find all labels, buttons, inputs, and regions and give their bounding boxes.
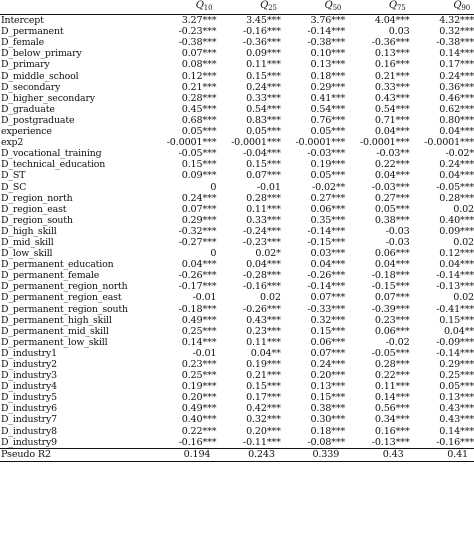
row-label: D_region_south [1, 214, 73, 226]
table-row [0, 370, 474, 381]
coefficient-cell: 0.04*** [374, 259, 410, 271]
coefficient-cell: -0.14*** [436, 270, 474, 282]
coefficient-cell: 0.19*** [246, 359, 281, 370]
coefficient-cell: 0.46*** [439, 92, 474, 104]
coefficient-cell: 0.19*** [310, 159, 346, 171]
coefficient-cell: -0.32*** [178, 225, 217, 237]
coefficient-cell: 0.06*** [374, 325, 410, 337]
coefficient-cell: -0.27*** [178, 236, 217, 248]
coefficient-cell: 0.05*** [374, 203, 410, 215]
coefficient-cell: -0.36*** [242, 37, 281, 49]
table-row [0, 170, 474, 181]
coefficient-cell: 0.36*** [439, 81, 474, 93]
coefficient-cell: -0.03*** [371, 181, 410, 193]
coefficient-cell: 0.40*** [439, 214, 474, 226]
coefficient-cell: 0.32*** [246, 414, 281, 426]
coefficient-cell: 0.05*** [181, 126, 217, 138]
row-label: D_SC [1, 181, 27, 193]
coefficient-cell: 0.27*** [374, 192, 410, 204]
coefficient-cell: 0.24*** [439, 159, 474, 171]
coefficient-cell: 0.15*** [310, 325, 346, 337]
table-row [0, 48, 474, 59]
coefficient-cell: 0.45*** [181, 103, 217, 115]
coefficient-cell: 0.07*** [246, 170, 281, 182]
coefficient-cell: 0.68*** [181, 114, 217, 126]
row-label: D_middle_school [1, 70, 79, 82]
coefficient-cell: -0.01 [192, 292, 217, 304]
coefficient-cell: 0.22*** [374, 370, 410, 382]
coefficient-cell: -0.02** [312, 181, 346, 193]
coefficient-cell: 0.33*** [374, 81, 410, 93]
coefficient-cell: -0.18*** [178, 303, 217, 315]
coefficient-cell: -0.16*** [436, 436, 474, 448]
pseudo-r2-value: 0.339 [312, 449, 340, 461]
coefficient-cell: 0.24*** [181, 192, 217, 204]
table-row [0, 381, 474, 392]
table-row [0, 259, 474, 270]
coefficient-cell: 0.38*** [310, 403, 346, 415]
row-label: D_permanent_region_east [1, 292, 122, 304]
coefficient-cell: 0.07*** [181, 203, 217, 215]
row-label: D_vocational_training [1, 148, 102, 160]
coefficient-cell: -0.0001*** [359, 137, 410, 149]
row-label: D_ST [1, 170, 26, 182]
coefficient-cell: 0.30*** [310, 414, 346, 426]
coefficient-cell: -0.03** [376, 148, 410, 160]
table-row [0, 348, 474, 359]
coefficient-cell: 0.34*** [374, 414, 410, 426]
coefficient-cell: 0.13*** [374, 48, 410, 60]
coefficient-cell: 0.21*** [181, 81, 217, 93]
row-label: D_permanent_education [1, 259, 114, 271]
coefficient-cell: -0.03*** [307, 148, 346, 160]
coefficient-cell: -0.03 [385, 236, 410, 248]
table-body [0, 15, 474, 449]
coefficient-cell: 0.02 [453, 292, 474, 304]
row-label: D_industry7 [1, 414, 57, 426]
coefficient-cell: 0.05*** [310, 126, 346, 138]
coefficient-cell: 0.03 [388, 26, 410, 38]
coefficient-cell: 0.10*** [310, 48, 346, 60]
coefficient-cell: 0.04*** [181, 259, 217, 271]
coefficient-cell: 0.12*** [181, 70, 217, 82]
table-row [0, 148, 474, 159]
table-row [0, 82, 474, 93]
coefficient-cell: 0.11*** [246, 203, 281, 215]
coefficient-cell: 0.13*** [310, 381, 346, 393]
table-row [0, 37, 474, 48]
coefficient-cell: 0.28*** [246, 192, 281, 204]
coefficient-cell: 0.04** [250, 347, 281, 359]
coefficient-cell: -0.14*** [307, 225, 346, 237]
coefficient-cell: 0.04** [443, 325, 474, 337]
row-label: D_postgraduate [1, 114, 75, 126]
coefficient-cell: 0.54*** [374, 103, 410, 115]
coefficient-cell: 0.32*** [310, 314, 346, 326]
coefficient-cell: -0.09*** [436, 336, 474, 348]
coefficient-cell: 0.32*** [439, 26, 474, 38]
coefficient-cell: 0.23*** [246, 325, 281, 337]
coefficient-cell: 0.19*** [181, 381, 217, 393]
coefficient-cell: -0.13*** [436, 281, 474, 293]
table-row [0, 137, 474, 148]
coefficient-cell: 0.07*** [181, 48, 217, 60]
coefficient-cell: 0.33*** [246, 214, 281, 226]
coefficient-cell: 0.33*** [246, 92, 281, 104]
coefficient-cell: -0.28*** [242, 270, 281, 282]
coefficient-cell: 0.28*** [374, 359, 410, 370]
row-label: D_graduate [1, 103, 55, 115]
table-row [0, 182, 474, 193]
coefficient-cell: 0.03*** [310, 248, 346, 260]
table-row [0, 337, 474, 348]
pseudo-r2-row [0, 448, 474, 461]
coefficient-cell: 0.11*** [374, 381, 410, 393]
coefficient-cell: 0.16*** [374, 59, 410, 71]
header-q10: $Q_{10}$ [195, 0, 213, 12]
coefficient-cell: 0.04*** [439, 126, 474, 138]
coefficient-cell: 0.62*** [439, 103, 474, 115]
table-row [0, 304, 474, 315]
coefficient-cell: -0.04*** [242, 148, 281, 160]
coefficient-cell: -0.08*** [307, 436, 346, 448]
coefficient-cell: 0.24*** [246, 81, 281, 93]
coefficient-cell: 0.04*** [374, 126, 410, 138]
coefficient-cell: 4.04*** [374, 15, 410, 27]
table-row [0, 426, 474, 437]
table-row [0, 414, 474, 425]
row-label: D_permanent_region_north [1, 281, 128, 293]
coefficient-cell: 0.14*** [181, 336, 217, 348]
table-row [0, 71, 474, 82]
coefficient-cell: -0.14*** [436, 347, 474, 359]
row-label: D_industry1 [1, 347, 57, 359]
coefficient-cell: 0.28*** [181, 92, 217, 104]
row-label: D_industry8 [1, 425, 57, 437]
coefficient-cell: 0.20*** [181, 392, 217, 404]
table-header-row [0, 0, 474, 15]
table-row [0, 326, 474, 337]
header-q75: $Q_{75}$ [388, 0, 406, 12]
coefficient-cell: 0.28*** [439, 192, 474, 204]
coefficient-cell: 0.23*** [374, 314, 410, 326]
coefficient-cell: 0.54*** [310, 103, 346, 115]
row-label: D_permanent_female [1, 270, 100, 282]
row-label: D_permanent [1, 26, 64, 38]
coefficient-cell: -0.36*** [371, 37, 410, 49]
coefficient-cell: 0.07*** [310, 347, 346, 359]
coefficient-cell: 0.15*** [310, 392, 346, 404]
coefficient-cell: 0.21*** [374, 70, 410, 82]
coefficient-cell: 0.09*** [246, 48, 281, 60]
header-blank [0, 0, 152, 15]
table-row [0, 193, 474, 204]
coefficient-cell: 0.41*** [310, 92, 346, 104]
coefficient-cell: 0.43*** [439, 414, 474, 426]
row-label: D_higher_secondary [1, 92, 95, 104]
coefficient-cell: 0.43*** [246, 314, 281, 326]
table-row [0, 315, 474, 326]
row-label: Intercept [1, 15, 44, 27]
pseudo-r2-value: 0.243 [248, 449, 275, 461]
row-label: D_industry4 [1, 381, 57, 393]
pseudo-r2-value: 0.41 [447, 449, 468, 461]
coefficient-cell: -0.18*** [371, 270, 410, 282]
row-label: D_permanent_low_skill [1, 336, 108, 348]
coefficient-cell: 0.04*** [310, 259, 346, 271]
coefficient-cell: 0.18*** [310, 425, 346, 437]
coefficient-cell: 0.02 [453, 203, 474, 215]
coefficient-cell: 0.04*** [374, 170, 410, 182]
coefficient-cell: 0.49*** [181, 314, 217, 326]
coefficient-cell: 0.13*** [310, 59, 346, 71]
coefficient-cell: 3.27*** [181, 15, 217, 27]
coefficient-cell: -0.14*** [307, 281, 346, 293]
coefficient-cell: -0.14*** [307, 26, 346, 38]
coefficient-cell: -0.33*** [307, 303, 346, 315]
coefficient-cell: 0.17*** [246, 392, 281, 404]
coefficient-cell: 0.06*** [310, 203, 346, 215]
table-row [0, 281, 474, 292]
coefficient-cell: 0.14*** [439, 425, 474, 437]
coefficient-cell: -0.26*** [178, 270, 217, 282]
coefficient-cell: -0.0001*** [295, 137, 346, 149]
row-label: D_permanent_region_south [1, 303, 128, 315]
pseudo-r2-value: 0.194 [183, 449, 211, 461]
coefficient-cell: 0.02 [260, 292, 281, 304]
coefficient-cell: 0.22*** [181, 425, 217, 437]
coefficient-cell: -0.17*** [178, 281, 217, 293]
coefficient-cell: 0.02 [453, 236, 474, 248]
coefficient-cell: -0.41*** [436, 303, 474, 315]
coefficient-cell: -0.05*** [436, 181, 474, 193]
coefficient-cell: -0.0001*** [424, 137, 474, 149]
coefficient-cell: 0.12*** [439, 248, 474, 260]
coefficient-cell: 0.09*** [439, 225, 474, 237]
coefficient-cell: -0.39*** [371, 303, 410, 315]
table-row [0, 392, 474, 403]
coefficient-cell: 0.05*** [246, 126, 281, 138]
row-label: D_industry9 [1, 436, 57, 448]
coefficient-cell: -0.38*** [178, 37, 217, 49]
coefficient-cell: 0.18*** [310, 70, 346, 82]
coefficient-cell: -0.23*** [178, 26, 217, 38]
coefficient-cell: 4.32*** [439, 15, 474, 27]
coefficient-cell: -0.26*** [307, 270, 346, 282]
table-row [0, 93, 474, 104]
row-label: D_industry6 [1, 403, 57, 415]
table-row [0, 403, 474, 414]
coefficient-cell: 0.24*** [439, 70, 474, 82]
coefficient-cell: 0.14*** [374, 392, 410, 404]
coefficient-cell: 3.76*** [310, 15, 346, 27]
coefficient-cell: 0.02* [255, 248, 281, 260]
coefficient-cell: -0.16*** [178, 436, 217, 448]
coefficient-cell: -0.23*** [242, 236, 281, 248]
row-label: D_region_east [1, 203, 67, 215]
row-label: D_technical_education [1, 159, 106, 171]
coefficient-cell: 0.05*** [439, 381, 474, 393]
coefficient-cell: 0.43*** [374, 92, 410, 104]
coefficient-cell: 0.25*** [181, 370, 217, 382]
coefficient-cell: 0.38*** [374, 214, 410, 226]
table-row [0, 237, 474, 248]
coefficient-cell: 0.56*** [374, 403, 410, 415]
row-label: experience [1, 126, 52, 138]
coefficient-cell: 0.80*** [439, 114, 474, 126]
row-label: D_industry5 [1, 392, 57, 404]
table-row [0, 115, 474, 126]
coefficient-cell: 0.15*** [181, 159, 217, 171]
coefficient-cell: 0.15*** [439, 314, 474, 326]
coefficient-cell: 0.07*** [310, 292, 346, 304]
coefficient-cell: -0.38*** [436, 37, 474, 49]
coefficient-cell: 0.04*** [439, 259, 474, 271]
row-label: D_mid_skill [1, 236, 54, 248]
coefficient-cell: -0.0001*** [166, 137, 217, 149]
coefficient-cell: 0.25*** [439, 370, 474, 382]
row-label: D_below_primary [1, 48, 82, 60]
row-label: D_region_north [1, 192, 73, 204]
table-row [0, 292, 474, 303]
coefficient-cell: 0.42*** [246, 403, 281, 415]
coefficient-cell: -0.05*** [371, 347, 410, 359]
coefficient-cell: 0.49*** [181, 403, 217, 415]
pseudo-r2-label: Pseudo R2 [1, 449, 51, 461]
coefficient-cell: 0.15*** [246, 70, 281, 82]
row-label: D_high_skill [1, 225, 57, 237]
coefficient-cell: 0.83*** [246, 114, 281, 126]
coefficient-cell: 0.17*** [439, 59, 474, 71]
table-row [0, 215, 474, 226]
coefficient-cell: 0.25*** [181, 325, 217, 337]
coefficient-cell: 0.06*** [310, 336, 346, 348]
row-label: D_secondary [1, 81, 61, 93]
row-label: D_industry3 [1, 370, 57, 382]
row-label: D_female [1, 37, 45, 49]
row-label: D_permanent_high_skill [1, 314, 112, 326]
coefficient-cell: 0.76*** [310, 114, 346, 126]
table-row [0, 204, 474, 215]
row-label: D_low_skill [1, 248, 53, 260]
coefficient-cell: -0.02* [445, 148, 474, 160]
coefficient-cell: 0.40*** [181, 414, 217, 426]
coefficient-cell: -0.01 [192, 347, 217, 359]
header-q50: $Q_{50}$ [324, 0, 342, 12]
table-row [0, 437, 474, 449]
coefficient-cell: -0.26*** [242, 303, 281, 315]
table-row [0, 226, 474, 237]
coefficient-cell: -0.03 [385, 225, 410, 237]
row-label: D_industry2 [1, 359, 57, 370]
coefficient-cell: 0.11*** [246, 59, 281, 71]
table-row [0, 104, 474, 115]
table-row [0, 248, 474, 259]
coefficient-cell: 0 [210, 181, 217, 193]
coefficient-cell: -0.24*** [242, 225, 281, 237]
table-row [0, 270, 474, 281]
coefficient-cell: -0.05*** [178, 148, 217, 160]
table-row [0, 126, 474, 137]
coefficient-cell: 0.24*** [310, 359, 346, 370]
coefficient-cell: 0.29*** [439, 359, 474, 370]
coefficient-cell: -0.15*** [307, 236, 346, 248]
coefficient-cell: 0.23*** [181, 359, 217, 370]
header-q90: $Q_{90}$ [453, 0, 470, 12]
coefficient-cell: 0.05*** [310, 170, 346, 182]
coefficient-cell: -0.13*** [371, 436, 410, 448]
coefficient-cell: 0.06*** [374, 248, 410, 260]
coefficient-cell: -0.38*** [307, 37, 346, 49]
coefficient-cell: -0.16*** [242, 281, 281, 293]
coefficient-cell: 0.35*** [310, 214, 346, 226]
pseudo-r2-value: 0.43 [382, 449, 404, 461]
table-row [0, 59, 474, 70]
table-row [0, 159, 474, 170]
coefficient-cell: 0.29*** [181, 214, 217, 226]
coefficient-cell: 0.27*** [310, 192, 346, 204]
coefficient-cell: 0.09*** [181, 170, 217, 182]
coefficient-cell: 0.20*** [310, 370, 346, 382]
coefficient-cell: 0.54*** [246, 103, 281, 115]
table-row [0, 15, 474, 27]
coefficient-cell: 0.16*** [374, 425, 410, 437]
coefficient-cell: 0 [210, 248, 217, 260]
coefficient-cell: 0.04*** [439, 170, 474, 182]
coefficient-cell: -0.0001*** [231, 137, 281, 149]
table-row [0, 26, 474, 37]
coefficient-cell: -0.15*** [371, 281, 410, 293]
coefficient-cell: 0.14*** [439, 48, 474, 60]
coefficient-cell: -0.11*** [242, 436, 281, 448]
coefficient-cell: 0.04*** [246, 259, 281, 271]
table-row [0, 359, 474, 370]
row-label: D_permanent_mid_skill [1, 325, 109, 337]
coefficient-cell: 0.21*** [246, 370, 281, 382]
coefficient-cell: 0.71*** [374, 114, 410, 126]
coefficient-cell: 0.20*** [246, 425, 281, 437]
coefficient-cell: 0.11*** [246, 336, 281, 348]
coefficient-cell: -0.02 [385, 336, 410, 348]
header-q25: $Q_{25}$ [260, 0, 277, 12]
coefficient-cell: 0.15*** [246, 381, 281, 393]
coefficient-cell: 0.15*** [246, 159, 281, 171]
coefficient-cell: 3.45*** [246, 15, 281, 27]
coefficient-cell: 0.22*** [374, 159, 410, 171]
coefficient-cell: 0.07*** [374, 292, 410, 304]
coefficient-cell: -0.16*** [242, 26, 281, 38]
row-label: exp2 [1, 137, 24, 149]
coefficient-cell: -0.01 [256, 181, 281, 193]
row-label: D_primary [1, 59, 50, 71]
coefficient-cell: 0.13*** [439, 392, 474, 404]
coefficient-cell: 0.29*** [310, 81, 346, 93]
coefficient-cell: 0.08*** [181, 59, 217, 71]
coefficient-cell: 0.43*** [439, 403, 474, 415]
